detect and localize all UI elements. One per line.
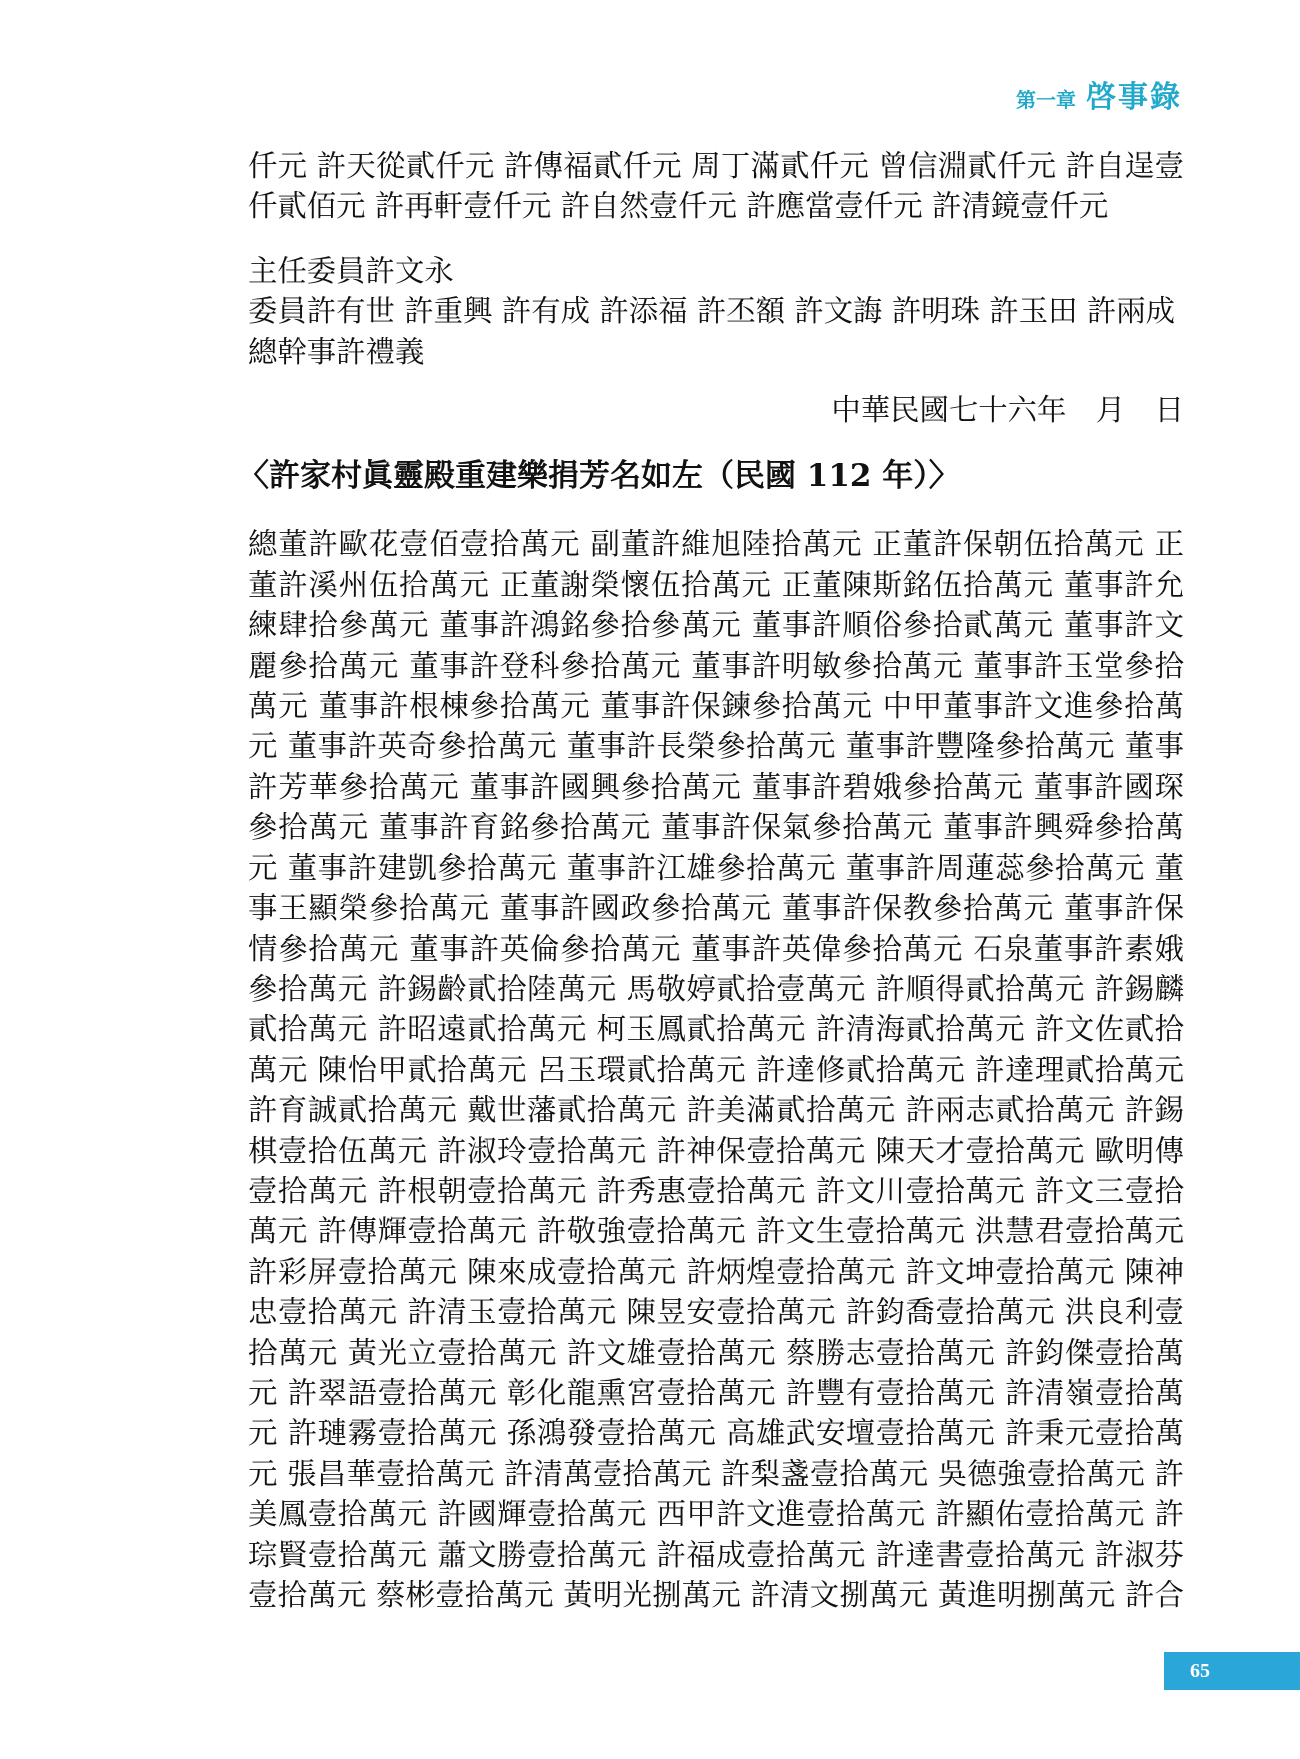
text-line: 事王顯榮參拾萬元 董事許國政參拾萬元 董事許保教參拾萬元 董事許保 bbox=[248, 891, 1184, 926]
text-line: 元 董事許英奇參拾萬元 董事許長榮參拾萬元 董事許豐隆參拾萬元 董事 bbox=[248, 729, 1184, 764]
page-content bbox=[238, 146, 1184, 1615]
committee-secretary: 總幹事許禮義 bbox=[248, 334, 425, 369]
text-line: 壹拾萬元 蔡彬壹拾萬元 黃明光捌萬元 許清文捌萬元 黃進明捌萬元 許合 bbox=[248, 1578, 1184, 1612]
text-line: 仟貳佰元 許再軒壹仟元 許自然壹仟元 許應當壹仟元 許清鏡壹仟元 bbox=[248, 189, 1109, 224]
text-line: 忠壹拾萬元 許清玉壹拾萬元 陳昱安壹拾萬元 許鈞喬壹拾萬元 洪良利壹 bbox=[248, 1295, 1184, 1330]
text-line: 元 張昌華壹拾萬元 許清萬壹拾萬元 許梨盞壹拾萬元 吳德強壹拾萬元 許 bbox=[248, 1456, 1184, 1491]
text-line: 董許溪州伍拾萬元 正董謝榮懷伍拾萬元 正董陳斯銘伍拾萬元 董事許允 bbox=[248, 567, 1184, 602]
text-line: 萬元 董事許根棟參拾萬元 董事許保鍊參拾萬元 中甲董事許文進參拾萬 bbox=[248, 689, 1184, 724]
text-line: 拾萬元 黃光立壹拾萬元 許文雄壹拾萬元 蔡勝志壹拾萬元 許鈞傑壹拾萬 bbox=[248, 1335, 1184, 1370]
committee-members: 委員許有世 許重興 許有成 許添福 許丕額 許文誨 許明珠 許玉田 許兩成 bbox=[248, 294, 1176, 329]
page-number: 65 bbox=[1190, 1659, 1210, 1682]
text-line: 許彩屏壹拾萬元 陳來成壹拾萬元 許炳煌壹拾萬元 許文坤壹拾萬元 陳神 bbox=[248, 1254, 1184, 1289]
chapter-number: 第一章 bbox=[1016, 88, 1076, 112]
text-line: 情參拾萬元 董事許英倫參拾萬元 董事許英偉參拾萬元 石泉董事許素娥 bbox=[248, 931, 1184, 966]
text-line: 總董許歐花壹佰壹拾萬元 副董許維旭陸拾萬元 正董許保朝伍拾萬元 正 bbox=[248, 527, 1184, 562]
text-line: 棋壹拾伍萬元 許淑玲壹拾萬元 許神保壹拾萬元 陳天才壹拾萬元 歐明傳 bbox=[248, 1133, 1184, 1168]
section-title: 〈許家村眞靈殿重建樂捐芳名如左（民國 112 年）〉 bbox=[238, 458, 960, 495]
text-line: 麗參拾萬元 董事許登科參拾萬元 董事許明敏參拾萬元 董事許玉堂參拾 bbox=[248, 648, 1184, 683]
text-line: 貳拾萬元 許昭遠貳拾萬元 柯玉鳳貳拾萬元 許清海貳拾萬元 許文佐貳拾 bbox=[248, 1012, 1184, 1047]
text-line: 元 董事許建凱參拾萬元 董事許江雄參拾萬元 董事許周蓮蕊參拾萬元 董 bbox=[248, 850, 1184, 885]
donor-list-paragraph bbox=[248, 524, 1184, 1615]
text-line: 元 許翠語壹拾萬元 彰化龍熏宮壹拾萬元 許豐有壹拾萬元 許清嶺壹拾萬 bbox=[248, 1375, 1184, 1410]
text-line: 壹拾萬元 許根朝壹拾萬元 許秀惠壹拾萬元 許文川壹拾萬元 許文三壹拾 bbox=[248, 1173, 1184, 1208]
text-line: 許芳華參拾萬元 董事許國興參拾萬元 董事許碧娥參拾萬元 董事許國琛 bbox=[248, 769, 1184, 804]
text-line: 參拾萬元 董事許育銘參拾萬元 董事許保氣參拾萬元 董事許興舜參拾萬 bbox=[248, 810, 1184, 845]
text-line: 仟元 許天從貳仟元 許傳福貳仟元 周丁滿貳仟元 曾信淵貳仟元 許自逞壹 bbox=[248, 149, 1184, 183]
text-line: 美鳳壹拾萬元 許國輝壹拾萬元 西甲許文進壹拾萬元 許顯佑壹拾萬元 許 bbox=[248, 1497, 1184, 1532]
committee-chair: 主任委員許文永 bbox=[248, 253, 454, 288]
chapter-header bbox=[1016, 72, 1182, 116]
text-line: 萬元 陳怡甲貳拾萬元 呂玉環貳拾萬元 許達修貳拾萬元 許達理貳拾萬元 bbox=[248, 1052, 1184, 1087]
text-line: 萬元 許傳輝壹拾萬元 許敬強壹拾萬元 許文生壹拾萬元 洪慧君壹拾萬元 bbox=[248, 1214, 1184, 1249]
committee-list bbox=[248, 251, 1184, 372]
text-line: 琮賢壹拾萬元 蕭文勝壹拾萬元 許福成壹拾萬元 許達書壹拾萬元 許淑芬 bbox=[248, 1537, 1184, 1572]
date-line: 中華民國七十六年 月 日 bbox=[831, 393, 1184, 428]
text-line: 許育誠貳拾萬元 戴世藩貳拾萬元 許美滿貳拾萬元 許兩志貳拾萬元 許錫 bbox=[248, 1093, 1184, 1128]
text-line: 元 許璉霧壹拾萬元 孫鴻發壹拾萬元 高雄武安壇壹拾萬元 許秉元壹拾萬 bbox=[248, 1416, 1184, 1451]
chapter-title: 啓事錄 bbox=[1086, 80, 1182, 115]
text-line: 練肆拾參萬元 董事許鴻銘參拾參萬元 董事許順俗參拾貳萬元 董事許文 bbox=[248, 608, 1184, 643]
page-number-tab bbox=[1164, 1652, 1300, 1690]
donation-continuation-paragraph bbox=[248, 146, 1184, 227]
text-line: 參拾萬元 許錫齡貳拾陸萬元 馬敬婷貳拾壹萬元 許順得貳拾萬元 許錫麟 bbox=[248, 971, 1184, 1006]
